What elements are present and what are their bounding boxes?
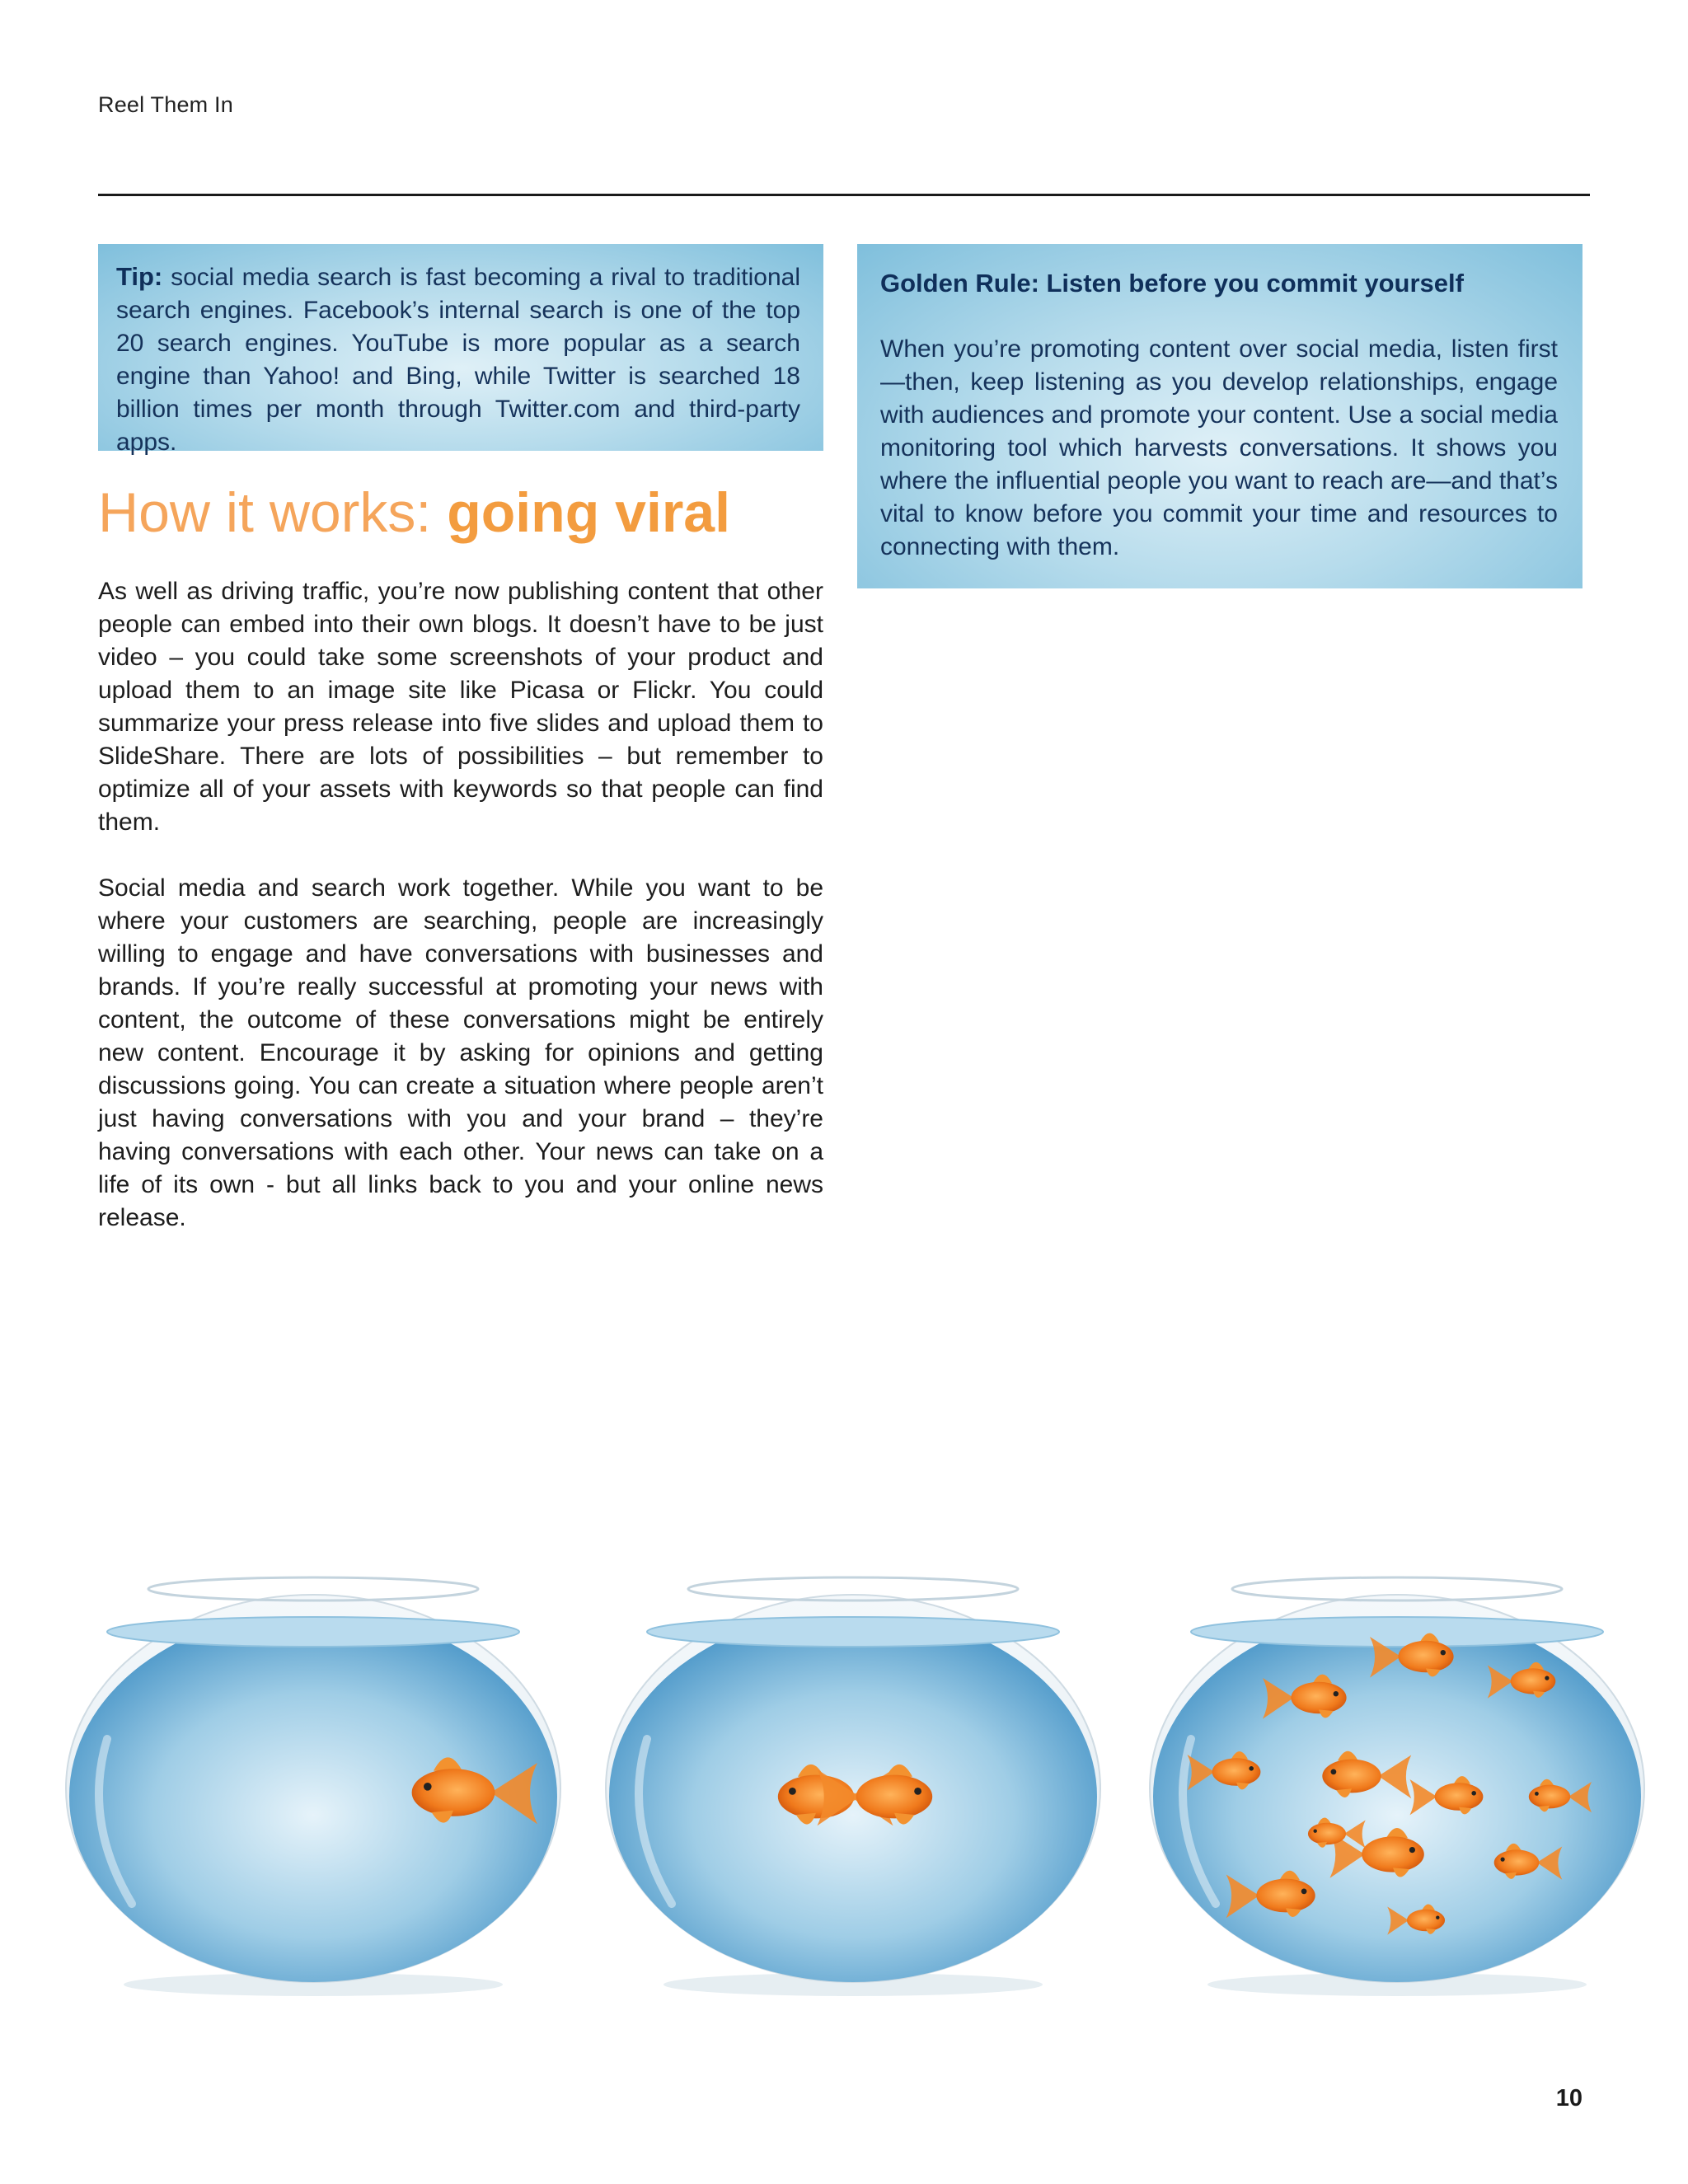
tip-text: social media search is fast becoming a rival to traditional search engines. Facebook’s internal search is one of the top 20 search engines. YouTube is more popular as a search engine than Yahoo! and Bing, while Twitter is searched 18 billion times per month through Twitter.com and third-party apps. bbox=[116, 264, 800, 456]
golden-rule-text: When you’re promoting content over social media, listen first—then, keep listening as you develop relationships, engage with audiences and promote your content. Use a social media monitoring tool which harvests conversations. It shows you where the influential people you want to reach are—and that’s vital to know before you commit your time and resources to connecting with them. bbox=[880, 335, 1558, 560]
section-heading bbox=[98, 478, 730, 547]
section-heading-plain: How it works: bbox=[98, 481, 448, 544]
fishbowl bbox=[606, 1577, 1100, 1996]
page-number: 10 bbox=[1555, 2085, 1582, 2111]
section-heading-emphasis: going viral bbox=[447, 481, 731, 544]
body-text-column bbox=[98, 575, 823, 1235]
header-divider bbox=[98, 194, 1590, 196]
body-paragraph-1: As well as driving traffic, you’re now publishing content that other people can embed into their own blogs. It doesn’t have to be just video – you could take some screenshots of your product and upload them to an image site like Picasa or Flickr. You could summarize your press release into five slides and upload them to SlideShare. There are lots of possibilities – but remember to optimize all of your assets with keywords so that people can find them. bbox=[98, 578, 823, 836]
body-paragraph-2: Social media and search work together. While you want to be where your customers are searching, people are increasingly willing to engage and have conversations with businesses and brands. If you’re really successful at promoting your news with content, the outcome of these conversations might be entirely new content. Encourage it by asking for opinions and getting discussions going. You can create a situation where people aren’t just having conversations with you and your brand – they’re having conversations with each other. Your news can take on a life of its own - but all links back to you and your online news release. bbox=[98, 874, 823, 1231]
golden-rule-box bbox=[857, 244, 1582, 588]
tip-label: Tip: bbox=[116, 262, 163, 291]
running-header: Reel Them In bbox=[98, 92, 233, 117]
tip-box bbox=[98, 244, 823, 456]
fishbowls-illustration bbox=[41, 1549, 1657, 2011]
golden-rule-title: Golden Rule: Listen before you commit yourself bbox=[880, 269, 1464, 298]
